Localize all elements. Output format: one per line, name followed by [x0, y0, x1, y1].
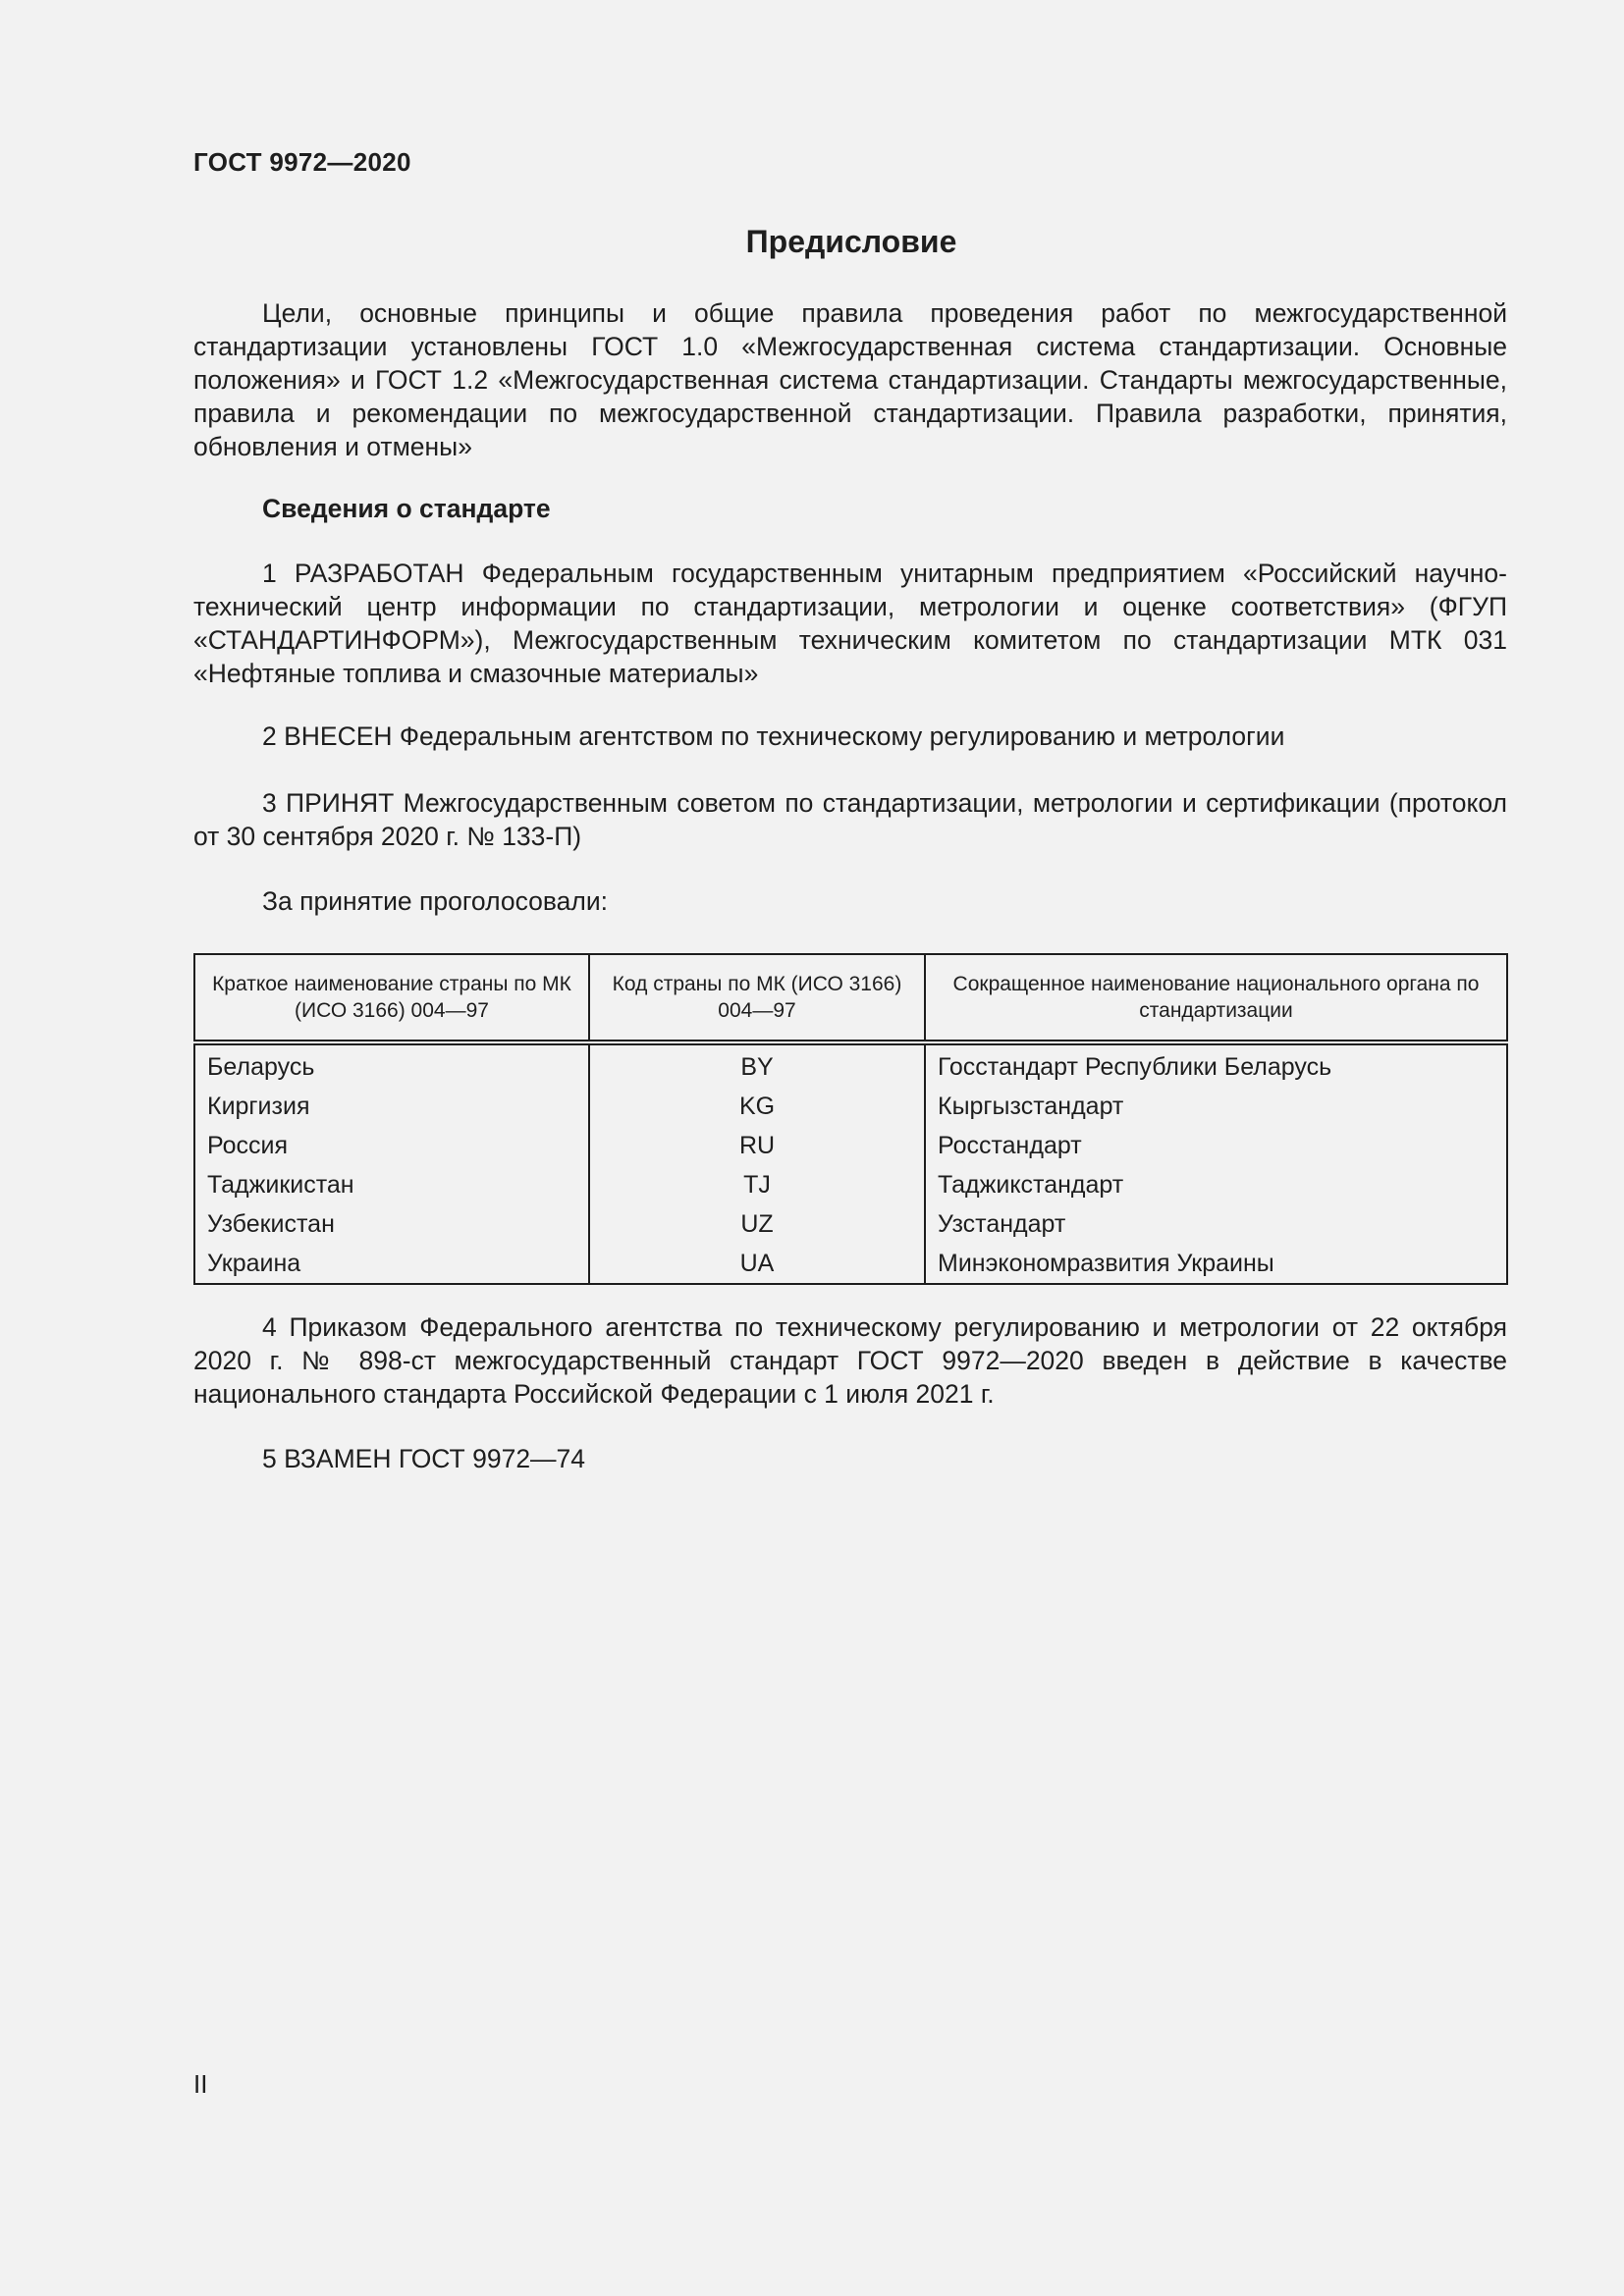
country-code-cell: BY [589, 1042, 925, 1087]
table-row [194, 1165, 1507, 1204]
voting-countries-table [193, 953, 1508, 1285]
standards-body-cell: Узстандарт [925, 1204, 1507, 1244]
country-name-cell: Беларусь [194, 1042, 589, 1087]
table-row [194, 1244, 1507, 1284]
country-code-cell: TJ [589, 1165, 925, 1204]
country-name-cell: Узбекистан [194, 1204, 589, 1244]
item-5-replaces: 5 ВЗАМЕН ГОСТ 9972—74 [262, 1444, 586, 1473]
standards-body-cell: Госстандарт Республики Беларусь [925, 1042, 1507, 1087]
header-country-code: Код страны по МК (ИСО 3166) 004—97 [589, 954, 925, 1042]
country-name-cell: Украина [194, 1244, 589, 1284]
document-code-header: ГОСТ 9972—2020 [193, 147, 411, 177]
page-number: II [193, 2069, 208, 2099]
country-name-cell: Россия [194, 1126, 589, 1165]
standards-body-cell: Минэкономразвития Украины [925, 1244, 1507, 1284]
item-3-adopted: 3 ПРИНЯТ Межгосударственным советом по стандартизации, метрологии и сертификации (протокол от 30 сентября 2020 г. № 133-П) [193, 788, 1507, 851]
standards-body-cell: Росстандарт [925, 1126, 1507, 1165]
country-code-cell: KG [589, 1087, 925, 1126]
voted-for-label: За принятие проголосовали: [262, 886, 609, 916]
table-row [194, 1126, 1507, 1165]
table-row [194, 1204, 1507, 1244]
table-row [194, 1087, 1507, 1126]
country-code-cell: RU [589, 1126, 925, 1165]
country-code-cell: UA [589, 1244, 925, 1284]
table-row [194, 1042, 1507, 1087]
item-4-order: 4 Приказом Федерального агентства по техническому регулированию и метрологии от 22 октября 2020 г. № 898-ст межгосударственный стандарт ГОСТ 9972—2020 введен в действие в качестве национального стандарта Российской Федерации с 1 июля 2021 г. [193, 1312, 1507, 1409]
table-header-row [194, 954, 1507, 1042]
country-name-cell: Таджикистан [194, 1165, 589, 1204]
standards-body-cell: Таджикстандарт [925, 1165, 1507, 1204]
country-name-cell: Киргизия [194, 1087, 589, 1126]
item-1-developed: 1 РАЗРАБОТАН Федеральным государственным унитарным предприятием «Российский научно-технический центр информации по стандартизации, метрологии и оценке соответствия» (ФГУП «СТАНДАРТИНФОРМ»), Межгосударственным техническим комитетом по стандартизации МТК 031 «Нефтяные топлива и смазочные материалы» [193, 559, 1507, 688]
item-2-introduced: 2 ВНЕСЕН Федеральным агентством по техническому регулированию и метрологии [262, 721, 1285, 751]
page-title: Предисловие [745, 224, 957, 259]
header-country-name: Краткое наименование страны по МК (ИСО 3166) 004—97 [194, 954, 589, 1042]
standards-body-cell: Кыргызстандарт [925, 1087, 1507, 1126]
header-standards-body: Сокращенное наименование национального органа по стандартизации [925, 954, 1507, 1042]
section-subheading: Сведения о стандарте [262, 494, 551, 523]
country-code-cell: UZ [589, 1204, 925, 1244]
intro-paragraph: Цели, основные принципы и общие правила проведения работ по межгосударственной стандартизации установлены ГОСТ 1.0 «Межгосударственная система стандартизации. Основные положения» и ГОСТ 1.2 «Межгосударственная система стандартизации. Стандарты межгосударственные, правила и рекомендации по межгосударственной стандартизации. Правила разработки, принятия, обновления и отмены» [193, 298, 1507, 461]
